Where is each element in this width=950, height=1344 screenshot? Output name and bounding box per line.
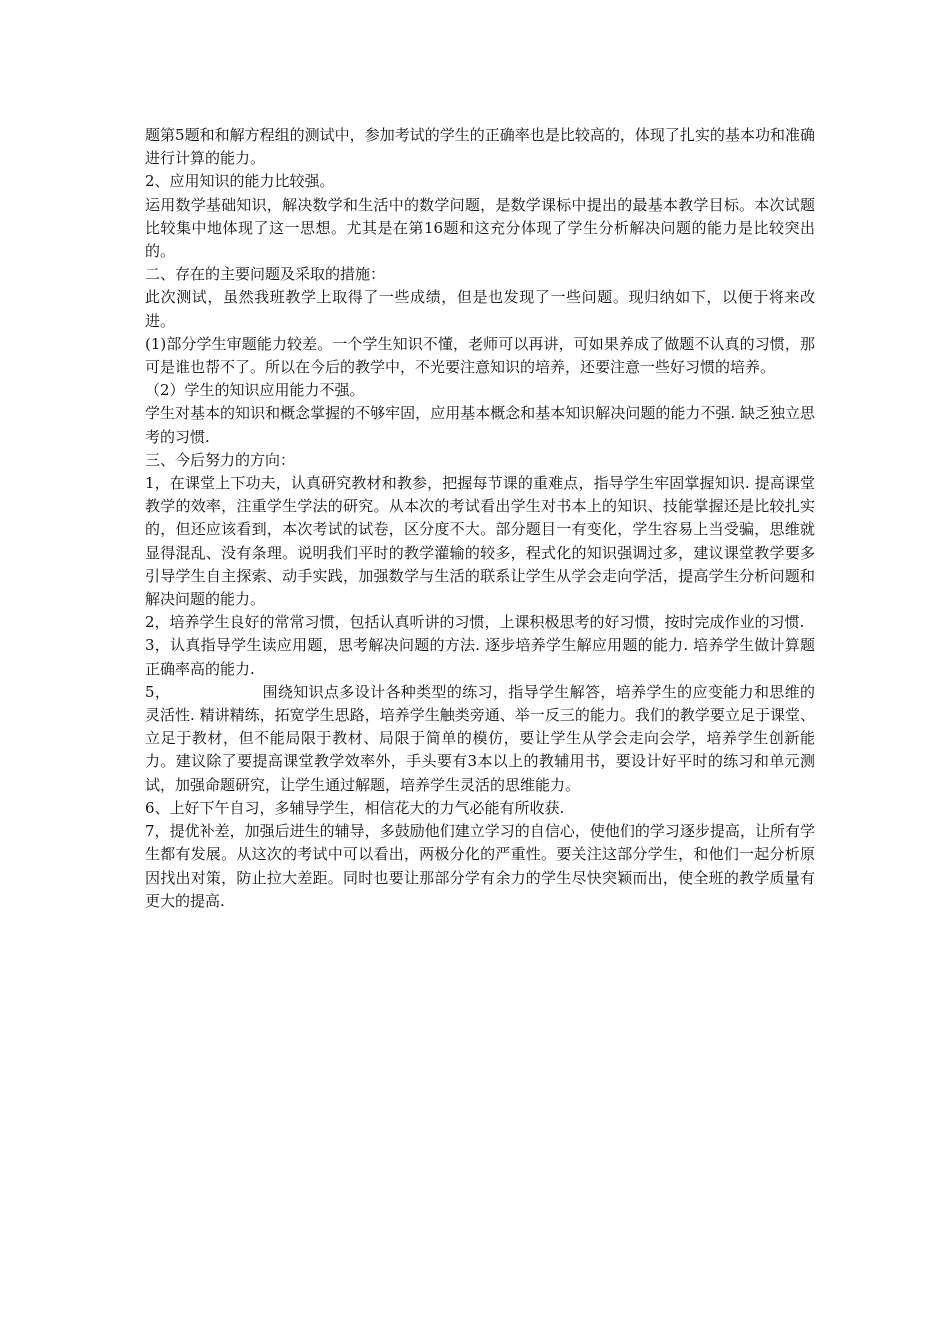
paragraph-1: 题第5题和和解方程组的测试中，参加考试的学生的正确率也是比较高的，体现了扎实的基本功和准确进行计算的能力。 (145, 126, 815, 168)
paragraph-5: 此次测试，虽然我班教学上取得了一些成绩，但是也发现了一些问题。现归纳如下，以便于将来改进。 (145, 288, 815, 330)
paragraph-12: 3，认真指导学生读应用题，思考解决问题的方法. 逐步培养学生解应用题的能力. 培养学生做计算题正确率高的能力. (145, 636, 815, 678)
paragraph-7: （2）学生的知识应用能力不强。 (145, 381, 365, 400)
paragraph-13-prefix: 5， (145, 682, 171, 701)
paragraph-3: 运用数学基础知识，解决数学和生活中的数学问题，是数学课标中提出的最基本教学目标。本次试题比较集中地体现了这一思想。尤其是在第16题和这充分体现了学生分析解决问题的能力是比较突出的。 (145, 195, 815, 261)
paragraph-13 (145, 681, 815, 797)
paragraph-13-body: 围绕知识点多设计各种类型的练习，指导学生解答，培养学生的应变能力和思维的灵活性. 精讲精练，拓宽学生思路，培养学生触类旁通、举一反三的能力。我们的教学要立足于课堂、立足于教材，但不能局限于教材、局限于简单的模仿，要让学生从学会走向会学，培养学生创新能力。建议除了要提高课堂教学效率外，手头要有3本以上的教辅用书，要设计好平时的练习和单元测试，加强命题研究，让学生通过解题，培养学生灵活的思维能力。 (145, 682, 815, 794)
paragraph-14: 6、上好下午自习，多辅导学生，相信花大的力气必能有所收获. (145, 798, 565, 817)
paragraph-8: 学生对基本的知识和概念掌握的不够牢固，应用基本概念和基本知识解决问题的能力不强. 缺乏独立思考的习惯. (145, 404, 815, 446)
paragraph-10: 1，在课堂上下功夫，认真研究教材和教参，把握每节课的重难点，指导学生牢固掌握知识. 提高课堂教学的效率，注重学生学法的研究。从本次的考试看出学生对书本上的知识、技能掌握还是比较扎实的，但还应该看到，本次考试的试卷，区分度不大。部分题目一有变化，学生容易上当受骗，思维就显得混乱、没有条理。说明我们平时的教学灌输的较多，程式化的知识强调过多，建议课堂教学要多引导学生自主探索、动手实践，加强数学与生活的联系让学生从学会走向学活，提高学生分析问题和解决问题的能力。 (145, 474, 815, 609)
document-body (145, 124, 815, 913)
paragraph-15: 7，提优补差，加强后进生的辅导，多鼓励他们建立学习的自信心，使他们的学习逐步提高，让所有学生都有发展。从这次的考试中可以看出，两极分化的严重性。要关注这部分学生，和他们一起分析原因找出对策，防止拉大差距。同时也要让那部分学有余力的学生尽快突颖而出，使全班的教学质量有更大的提高. (145, 822, 815, 910)
paragraph-6: (1)部分学生审题能力较差。一个学生知识不懂，老师可以再讲，可如果养成了做题不认真的习惯，那可是谁也帮不了。所以在今后的教学中，不光要注意知识的培养，还要注意一些好习惯的培养。 (145, 334, 815, 377)
paragraph-11: 2，培养学生良好的常常习惯，包括认真听讲的习惯，上课积极思考的好习惯，按时完成作业的习惯. (145, 613, 805, 632)
heading-applied-knowledge: 2、应用知识的能力比较强。 (145, 172, 335, 191)
section-heading-directions: 三、今后努力的方向： (145, 450, 296, 469)
section-heading-problems: 二、存在的主要问题及采取的措施： (145, 265, 386, 284)
